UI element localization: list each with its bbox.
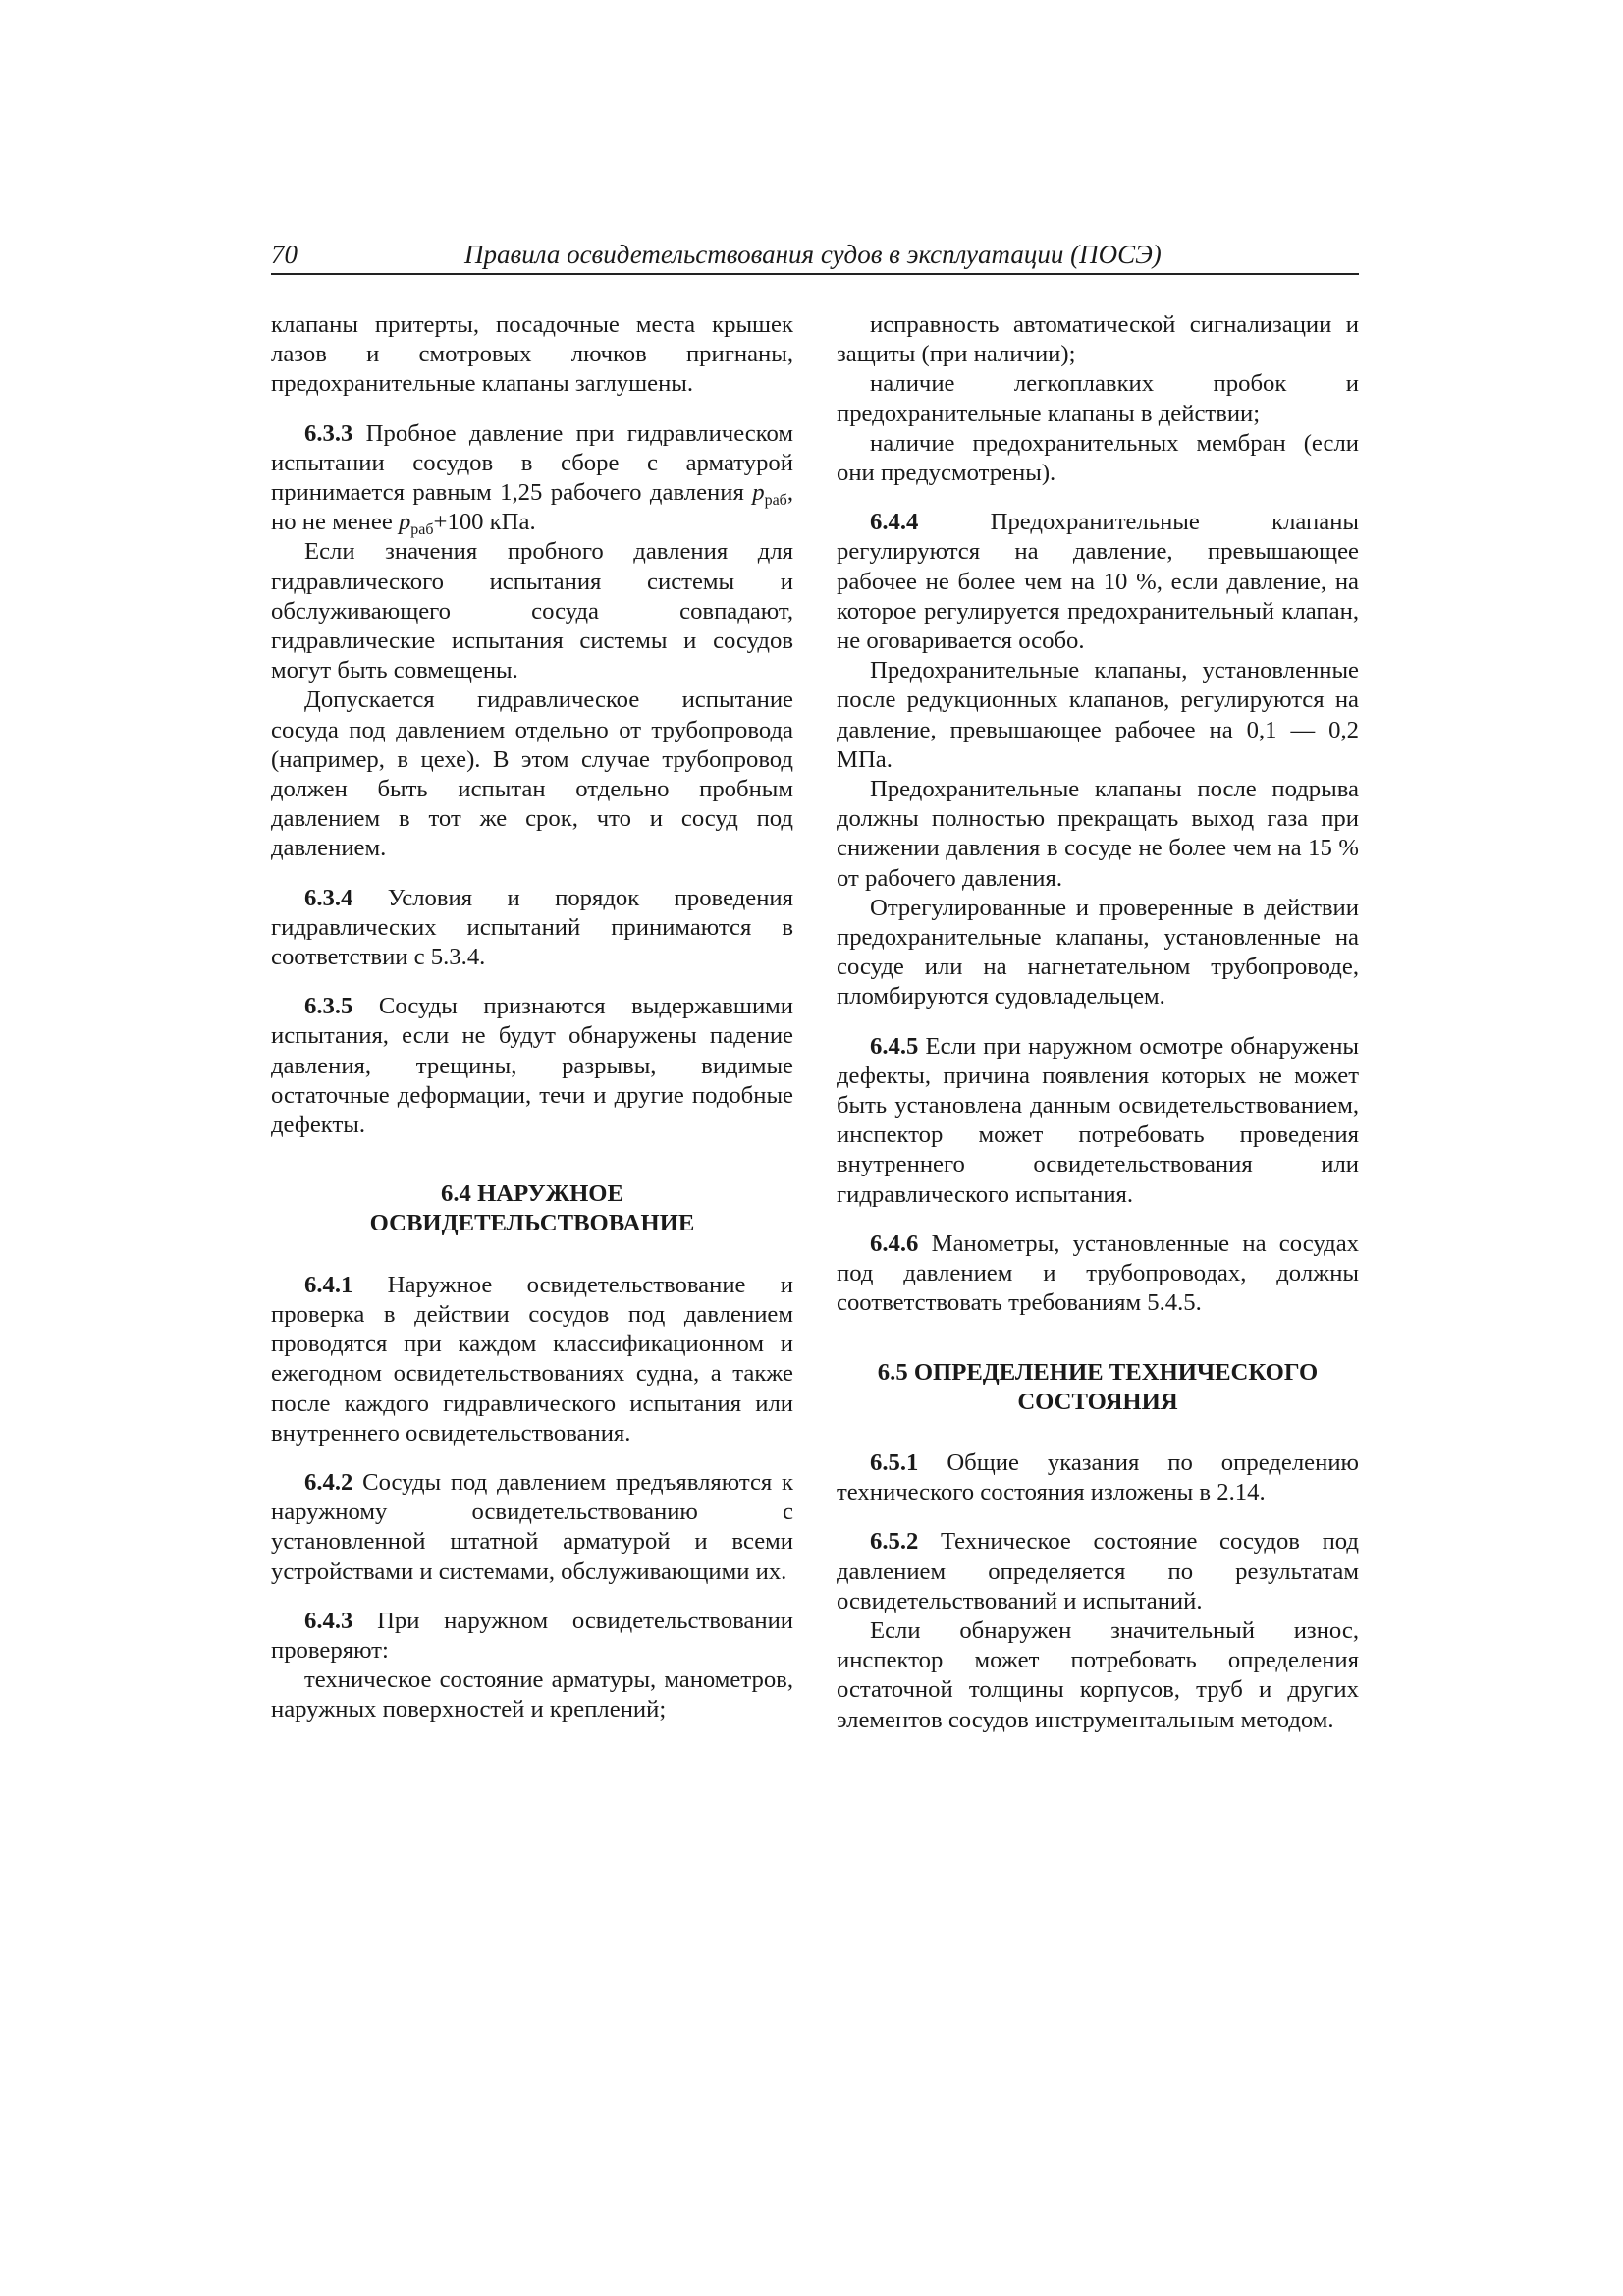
paragraph: клапаны притерты, посадочные места крышек лазов и смотровых лючков пригнаны, предохранительные клапаны заглушены.	[271, 311, 793, 398]
section-text: Общие указания по определению технического состояния изложены в 2.14.	[837, 1449, 1359, 1506]
running-title: Правила освидетельствования судов в эксплуатации (ПОСЭ)	[464, 240, 1162, 269]
paragraph: Допускается гидравлическое испытание сосуда под давлением отдельно от трубопровода (например, в цехе). В этом случае трубопровод должен быть испытан отдельно пробным давлением в тот же срок, что и сосуд под давлением.	[271, 686, 793, 862]
section-number: 6.4.1	[304, 1271, 353, 1298]
pressure-subscript: раб	[764, 492, 787, 510]
section-text: Сосуды под давлением предъявляются к наружному освидетельствованию с установленной штатной арматурой и всеми устройствами и системами, обслуживающими их.	[271, 1468, 793, 1585]
section-text: +100 кПа.	[433, 509, 536, 536]
section-6-4-6	[837, 1230, 1359, 1319]
section-text: Условия и порядок проведения гидравлических испытаний принимаются в соответствии с 5.3.4.	[271, 884, 793, 971]
list-item: исправность автоматической сигнализации и защиты (при наличии);	[837, 311, 1359, 368]
section-6-3-5	[271, 992, 793, 1140]
page-header	[271, 240, 1359, 275]
paragraph: Предохранительные клапаны после подрыва должны полностью прекращать выход газа при снижении давления в сосуде не более чем на 15 % от рабочего давления.	[837, 776, 1359, 892]
section-heading-6-5	[837, 1358, 1359, 1417]
section-text: Наружное освидетельствование и проверка в действии сосудов под давлением проводятся при каждом классификационном и ежегодном освидетельствованиях судна, а также после каждого гидравлического испытания или внутреннего освидетельствования.	[271, 1271, 793, 1447]
section-number: 6.4.2	[304, 1468, 353, 1496]
section-text: Если при наружном осмотре обнаружены дефекты, причина появления которых не может быть установлена данным освидетельствованием, инспектор может потребовать проведения внутреннего освидетельствования или гидравлического испытания.	[837, 1032, 1359, 1208]
section-number: 6.3.4	[304, 884, 353, 911]
section-6-4-5	[837, 1032, 1359, 1210]
section-text: Пробное давление при гидравлическом испытании сосудов в сборе с арматурой принимается равным 1,25 рабочего давления	[271, 419, 793, 507]
section-text: Манометры, установленные на сосудах под давлением и трубопроводах, должны соответствовать требованиям 5.4.5.	[837, 1230, 1359, 1317]
section-text: Предохранительные клапаны регулируются на давление, превышающее рабочее не более чем на 10 %, если давление, на которое регулируется предохранительный клапан, не оговаривается особо.	[837, 509, 1359, 655]
pressure-subscript: раб	[410, 521, 434, 539]
section-6-4-2	[271, 1468, 793, 1587]
section-number: 6.5.2	[870, 1528, 919, 1556]
section-6-3-3	[271, 419, 793, 538]
heading-line: ОСВИДЕТЕЛЬСТВОВАНИЕ	[369, 1210, 695, 1237]
section-6-5-1	[837, 1449, 1359, 1507]
right-column	[837, 310, 1359, 1735]
paragraph: Если обнаружен значительный износ, инспектор может потребовать определения остаточной толщины корпусов, труб и других элементов сосудов инструментальным методом.	[837, 1616, 1359, 1733]
pressure-symbol: p	[752, 479, 765, 507]
section-6-5-2	[837, 1527, 1359, 1616]
list-item: наличие предохранительных мембран (если они предусмотрены).	[837, 429, 1359, 487]
left-column	[271, 310, 793, 1725]
section-number: 6.4.3	[304, 1607, 353, 1634]
section-6-3-4	[271, 884, 793, 973]
section-number: 6.3.5	[304, 993, 353, 1020]
list-item: наличие легкоплавких пробок и предохранительные клапаны в действии;	[837, 370, 1359, 427]
section-number: 6.3.3	[304, 419, 353, 447]
section-6-4-1	[271, 1271, 793, 1449]
heading-line: 6.4 НАРУЖНОЕ	[441, 1180, 623, 1208]
heading-line: СОСТОЯНИЯ	[1017, 1388, 1178, 1415]
section-number: 6.4.6	[870, 1230, 919, 1257]
section-number: 6.4.4	[870, 509, 919, 536]
page-number: 70	[271, 240, 298, 269]
pressure-symbol: p	[398, 509, 411, 536]
section-6-4-3	[271, 1607, 793, 1666]
list-item: техническое состояние арматуры, манометров, наружных поверхностей и креплений;	[271, 1667, 793, 1723]
section-heading-6-4	[271, 1179, 793, 1238]
paragraph: Отрегулированные и проверенные в действии предохранительные клапаны, установленные на сосуде или на нагнетательном трубопроводе, пломбируются судовладельцем.	[837, 894, 1359, 1011]
section-number: 6.5.1	[870, 1449, 919, 1476]
section-number: 6.4.5	[870, 1032, 919, 1060]
section-6-4-4	[837, 508, 1359, 656]
section-text: Сосуды признаются выдержавшими испытания, если не будут обнаружены падение давления, трещины, разрывы, видимые остаточные деформации, течи и другие подобные дефекты.	[271, 993, 793, 1139]
section-text: При наружном освидетельствовании проверяют:	[271, 1607, 793, 1664]
paragraph: Предохранительные клапаны, установленные после редукционных клапанов, регулируются на давление, превышающее рабочее на 0,1 — 0,2 МПа.	[837, 657, 1359, 773]
section-text: Техническое состояние сосудов под давлением определяется по результатам освидетельствований и испытаний.	[837, 1528, 1359, 1614]
paragraph: Если значения пробного давления для гидравлического испытания системы и обслуживающего сосуда совпадают, гидравлические испытания системы и сосудов могут быть совмещены.	[271, 538, 793, 684]
heading-line: 6.5 ОПРЕДЕЛЕНИЕ ТЕХНИЧЕСКОГО	[877, 1358, 1319, 1386]
section-text: , но не менее	[271, 479, 793, 536]
